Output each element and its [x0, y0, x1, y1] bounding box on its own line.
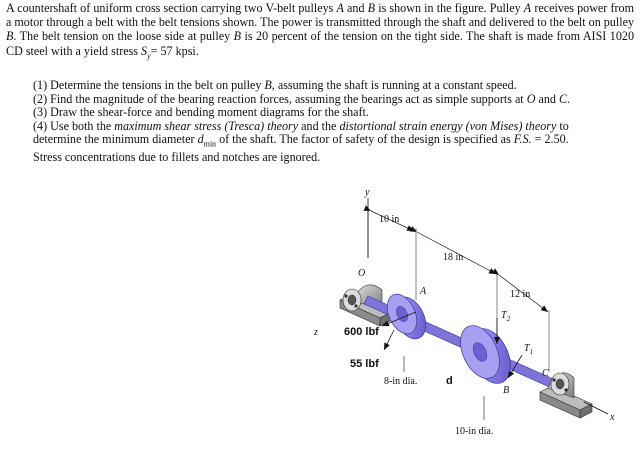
intro-text-5: is 20 percent of the tension on the tight side. The shaft is made from AISI 1020 CD steel with a yield stress: [6, 29, 634, 58]
x-axis-label: x: [610, 412, 615, 423]
intro-text-6: = 57 kpsi.: [150, 43, 199, 58]
force-600-label: 600 lbf: [344, 326, 379, 338]
q2-text-e: .: [567, 91, 571, 106]
z-axis-label: z: [314, 327, 318, 338]
q4-text-l: Stress concentrations due to fillets and notches are ignored.: [33, 150, 321, 165]
label-a: A: [420, 286, 427, 297]
dia-8in-label: 8-in dia.: [384, 376, 418, 387]
dim-10in-label: 10 in: [379, 214, 400, 225]
q4-text-a: (4) Use both the: [33, 118, 115, 133]
pulley-a: [381, 289, 432, 343]
q2-text-c: and: [535, 91, 559, 106]
label-d: d: [446, 375, 453, 387]
force-55-label: 55 lbf: [350, 358, 379, 370]
pulley-b-ref-2: B: [6, 29, 14, 44]
dia-10in-label: 10-in dia.: [455, 426, 494, 437]
q4-text-e: to: [556, 118, 569, 133]
force-55-arrow: [384, 330, 394, 350]
label-o: O: [358, 268, 366, 279]
pulley-a-ref: A: [336, 1, 344, 15]
intro-text-4: . The belt tension on the loose side at pulley: [13, 29, 234, 44]
q4-text-c: and the: [298, 118, 340, 133]
pulley-b-ref: B: [367, 1, 376, 15]
intro-text-2: is shown in the figure. Pulley: [375, 1, 524, 15]
label-b: B: [503, 385, 510, 396]
q1-pulley-b: B: [264, 78, 272, 92]
q4-text-k: = 2.50.: [531, 132, 569, 147]
label-t1: $T_1$: [524, 343, 534, 356]
pulley-a-ref-2: A: [523, 1, 532, 15]
pulley-b-ref-3: B: [233, 29, 242, 44]
intro-text-1: A countershaft of uniform cross section carrying two V-belt pulleys: [6, 1, 337, 15]
yield-stress-subscript: y: [147, 51, 151, 61]
dim-12in-label: 12 in: [510, 289, 531, 300]
q2-point-c: C: [558, 91, 568, 106]
intro-text-and: and: [343, 1, 368, 15]
q4-text-i: of the shaft. The factor of safety of the design is specified as: [216, 132, 514, 147]
q4-von-mises: distortional strain energy (von Mises) theory: [339, 118, 557, 133]
q4-fs: F.S.: [513, 132, 532, 147]
y-axis-label: y: [365, 187, 370, 198]
q4-tresca: maximum shear stress (Tresca) theory: [114, 118, 299, 133]
q4-dmin-sub: min: [203, 139, 217, 149]
q1-text-a: (1) Determine the tensions in the belt on pulley: [33, 78, 265, 92]
pulley-b: [453, 319, 519, 389]
intro-text-3: receives power from a motor through a belt with the belt tensions shown. The power is transmitted through the shaft and delivered to the belt on pulley: [6, 1, 634, 30]
q4-text-f: determine the minimum diameter: [33, 132, 198, 147]
dim-18in-label: 18 in: [443, 252, 464, 263]
label-c: C: [542, 368, 549, 379]
q2-point-o: O: [526, 91, 536, 106]
yield-stress-symbol: S: [141, 43, 148, 58]
q2-text-a: (2) Find the magnitude of the bearing reaction forces, assuming the bearings act as simple supports at: [33, 91, 527, 106]
q1-text-c: , assuming the shaft is running at a constant speed.: [271, 78, 517, 92]
q4-dmin-d: d: [197, 132, 204, 147]
q3-text: (3) Draw the shear-force and bending moment diagrams for the shaft.: [33, 105, 369, 120]
label-t2: $T_2$: [501, 310, 511, 323]
